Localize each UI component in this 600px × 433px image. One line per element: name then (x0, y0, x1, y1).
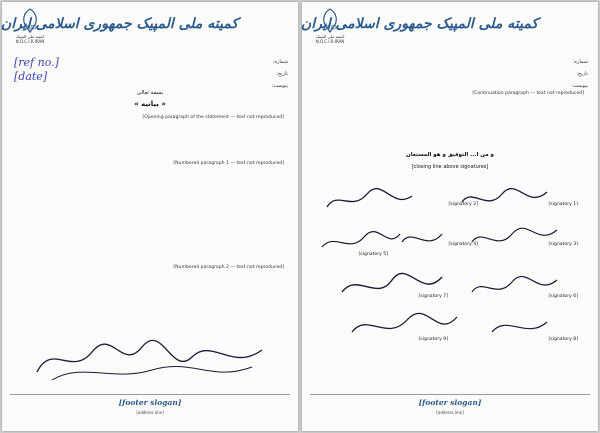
signatory-label: [signatory 4] (448, 242, 478, 247)
handwritten-ref-number: [ref no.] (14, 56, 59, 69)
letter-page-left (2, 2, 298, 431)
closing-phrase: و من ا... التوفیق و هو المستعان (406, 152, 494, 158)
meta-fields (208, 56, 288, 92)
paragraph-intro: [Opening paragraph of the statement — text not reproduced] (142, 115, 284, 120)
letter-footer (310, 394, 590, 425)
logo-subtitle-fa: کمیته ملی المپیک (15, 34, 45, 39)
signatory-label: [signatory 6] (548, 294, 578, 299)
signatory-label: [signatory 7] (418, 294, 448, 299)
footer-address: [address line] (436, 410, 464, 415)
handwritten-reference (14, 56, 59, 84)
letterhead (302, 6, 598, 54)
letterhead-title: کمیته ملی المپیک جمهوری اسلامی ایران (0, 16, 238, 32)
meta-fields (508, 56, 588, 92)
signatures-initials (32, 332, 272, 387)
signatory-label: [signatory 2] (448, 202, 478, 207)
attachment-label: پیوست: (571, 83, 588, 89)
signatory-label: [signatory 1] (548, 202, 578, 207)
signatures-block (312, 182, 588, 372)
paragraph-continuation: [Continuation paragraph — text not reproduced] (472, 91, 584, 96)
signatory-label: [signatory 8] (548, 337, 578, 342)
handwritten-date: [date] (14, 70, 48, 83)
signatory-label: [signatory 3] (548, 242, 578, 247)
logo-subtitle-en: N.O.C.I.R.IRAN (315, 39, 345, 44)
number-label: شماره: (272, 59, 288, 65)
footer-address: [address line] (136, 410, 164, 415)
footer-slogan: [footer slogan] (418, 398, 482, 407)
number-label: شماره: (572, 59, 588, 65)
letter-page-right (302, 2, 598, 431)
bismillah: بسمه تعالی (136, 90, 164, 96)
date-label: تاریخ: (576, 71, 588, 77)
attachment-label: پیوست: (271, 83, 288, 89)
date-label: تاریخ: (276, 71, 288, 77)
letterhead (2, 6, 298, 54)
statement-heading: « بیانیه » (134, 100, 166, 108)
paragraph-2: [Numbered paragraph 2 — text not reproduced] (173, 265, 284, 270)
logo-subtitle-fa: کمیته ملی المپیک (315, 34, 345, 39)
logo-subtitle-en: N.O.C.I.R.IRAN (15, 39, 45, 44)
footer-slogan: [footer slogan] (118, 398, 182, 407)
paragraph-1: [Numbered paragraph 1 — text not reproduced] (173, 161, 284, 166)
letterhead-title: کمیته ملی المپیک جمهوری اسلامی ایران (300, 16, 538, 32)
signatories-title: [closing line above signatures] (411, 164, 489, 170)
signatory-label: [signatory 9] (418, 337, 448, 342)
letter-footer (10, 394, 290, 425)
signatory-label: [signatory 5] (358, 252, 388, 257)
